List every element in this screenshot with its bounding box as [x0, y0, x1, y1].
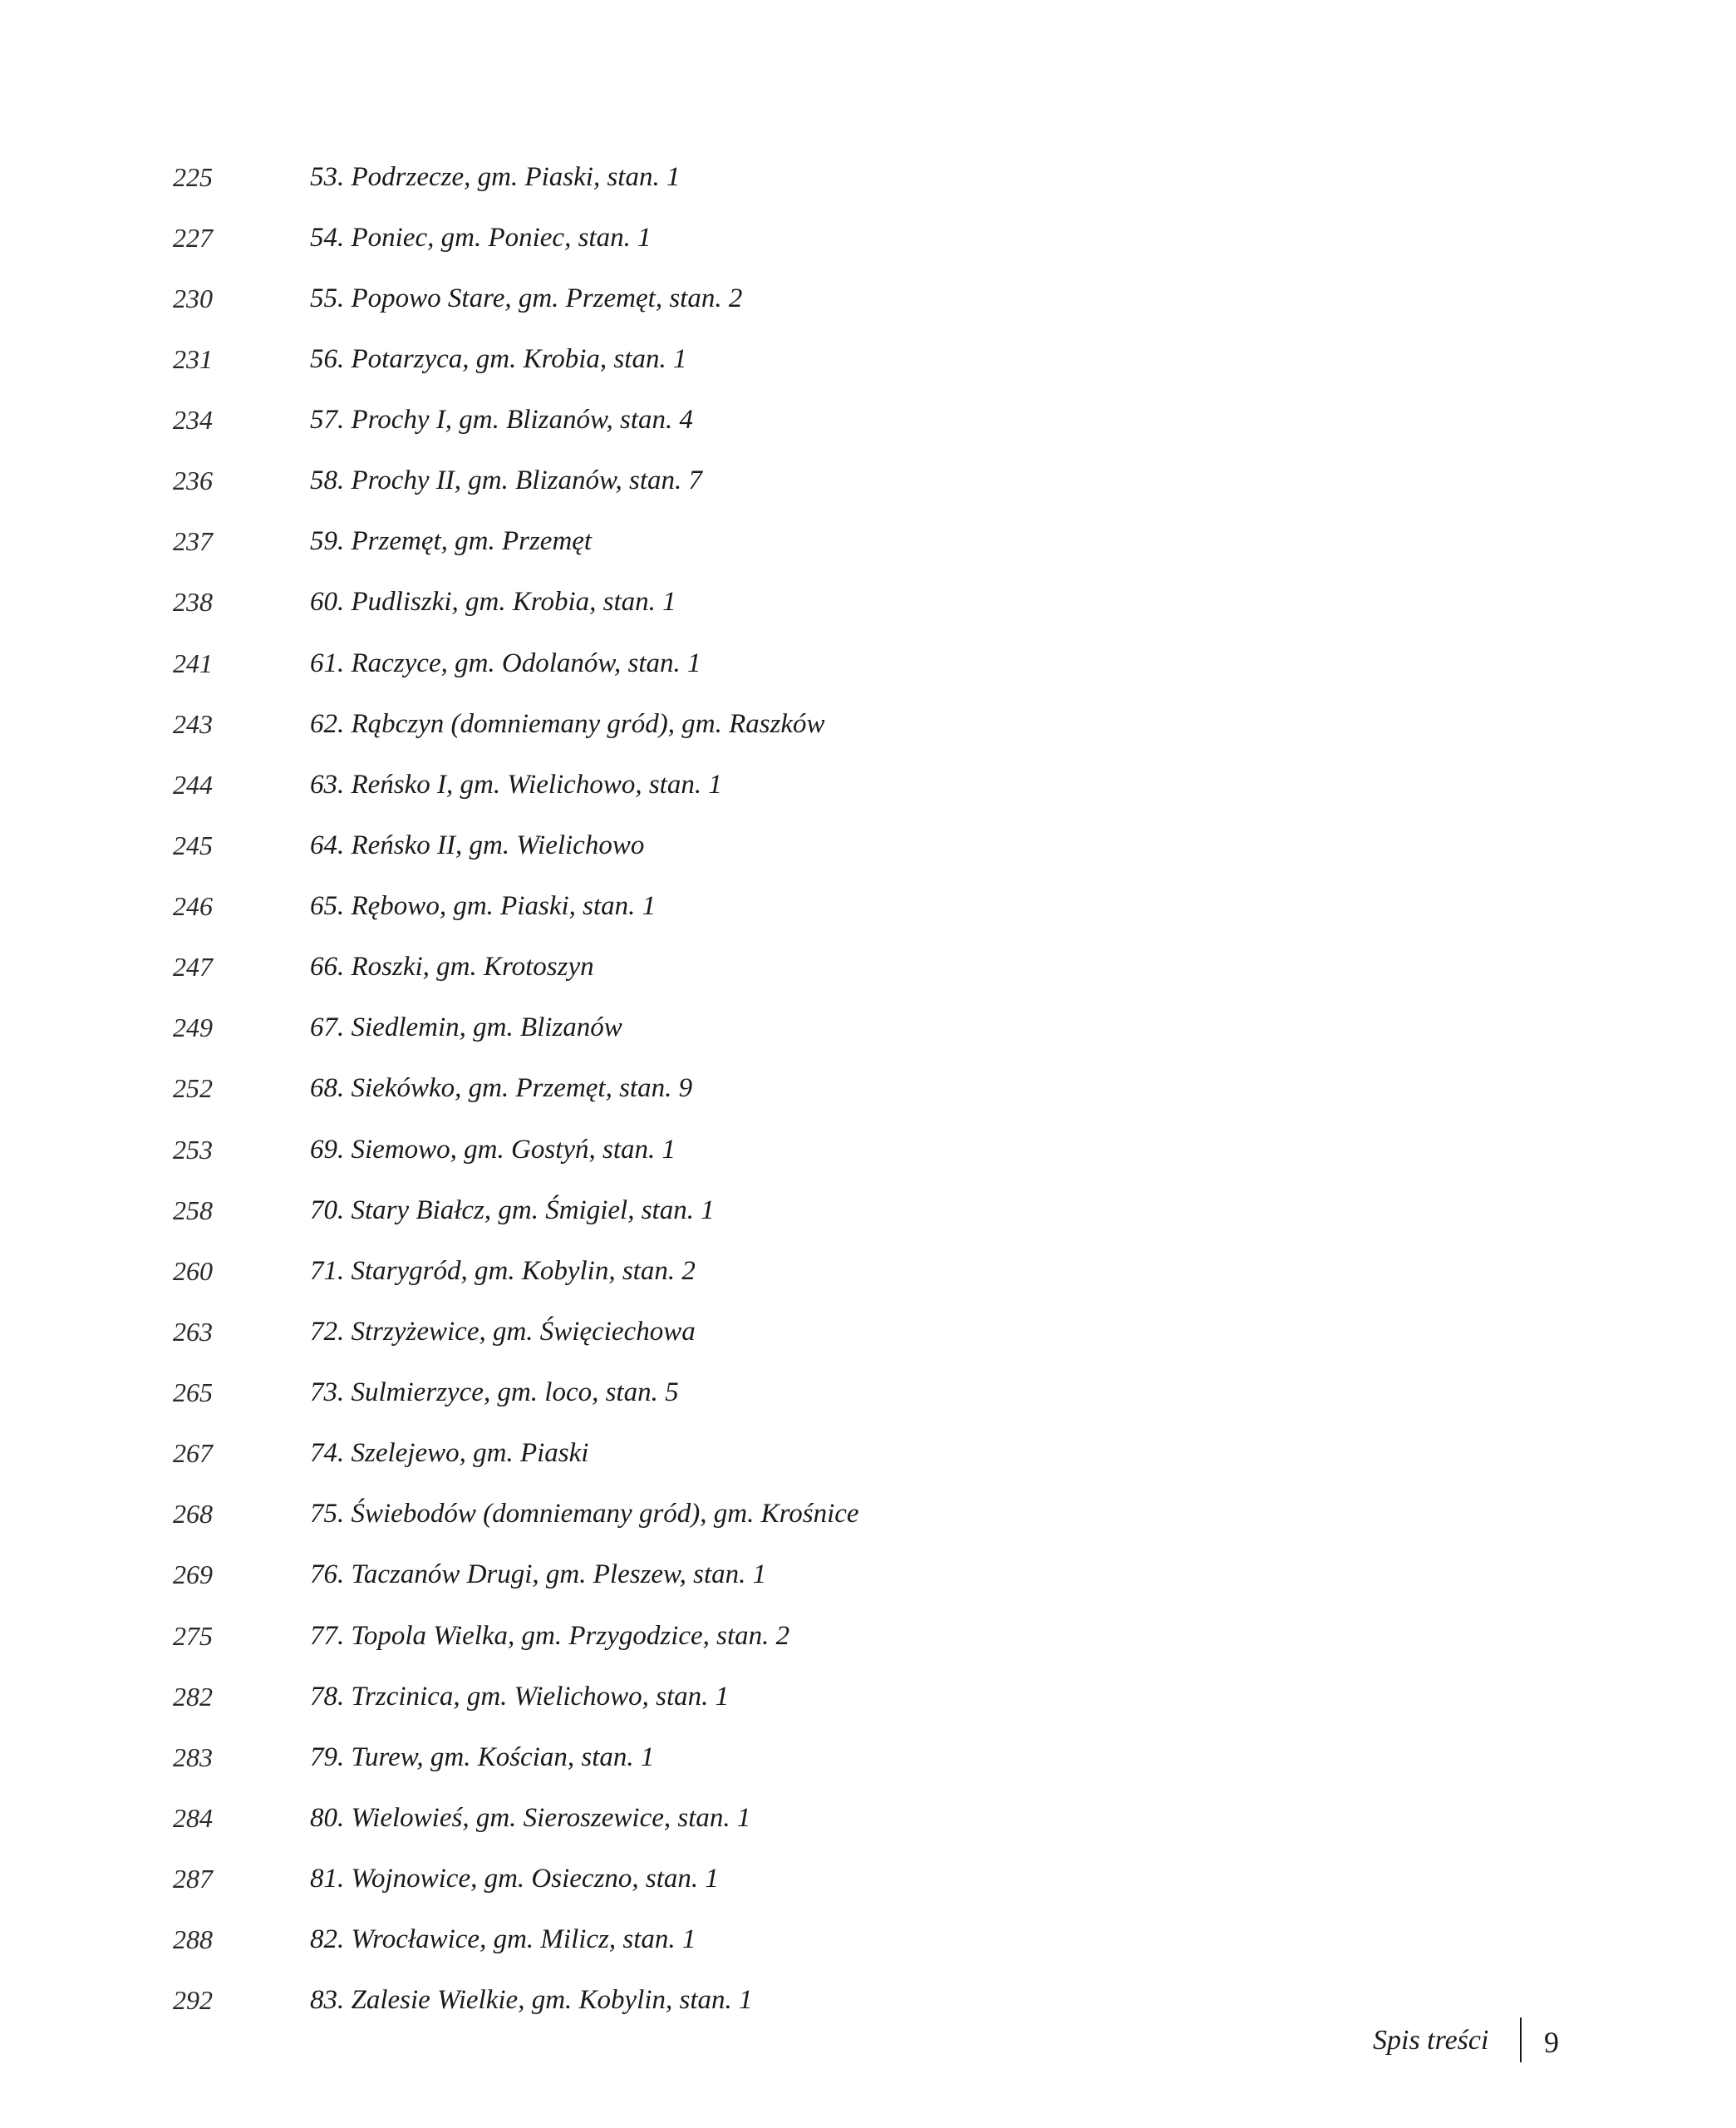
toc-row[interactable]: [0, 315, 1163, 376]
toc-page-number: 282: [173, 1682, 213, 1712]
toc-entry-title: 72. Strzyżewice, gm. Święciechowa: [310, 1317, 696, 1347]
toc-entry-title: 70. Stary Białcz, gm. Śmigiel, stan. 1: [310, 1195, 715, 1225]
toc-row[interactable]: [0, 1653, 1163, 1713]
toc-entry-title: 78. Trzcinica, gm. Wielichowo, stan. 1: [310, 1682, 730, 1712]
toc-entry-title: 58. Prochy II, gm. Blizanów, stan. 7: [310, 466, 703, 495]
toc-row[interactable]: [0, 1592, 1163, 1653]
toc-entry-title: 57. Prochy I, gm. Blizanów, stan. 4: [310, 405, 694, 435]
toc-entry-title: 61. Raczyce, gm. Odolanów, stan. 1: [310, 648, 701, 678]
toc-page-number: 252: [173, 1073, 213, 1103]
toc-page-number: 263: [173, 1317, 213, 1347]
toc-page-number: 234: [173, 405, 213, 435]
toc-page-number: 283: [173, 1742, 213, 1772]
toc-page-number: 244: [173, 770, 213, 800]
toc-page-number: 253: [173, 1135, 213, 1165]
toc-page-number: 230: [173, 283, 213, 313]
running-section-title: Spis treści: [1373, 2025, 1489, 2056]
toc-page-number: 268: [173, 1499, 213, 1529]
toc-row[interactable]: [0, 1835, 1163, 1895]
toc-page-number: 269: [173, 1559, 213, 1589]
toc-page-number: 247: [173, 952, 213, 982]
toc-entry-title: 64. Reńsko II, gm. Wielichowo: [310, 830, 645, 860]
toc-row[interactable]: [0, 1895, 1163, 1956]
toc-entry-title: 83. Zalesie Wielkie, gm. Kobylin, stan. 1: [310, 1985, 753, 2015]
toc-row[interactable]: [0, 680, 1163, 741]
toc-page-number: 284: [173, 1803, 213, 1833]
toc-row[interactable]: [0, 1713, 1163, 1774]
toc-page-number: 231: [173, 344, 213, 374]
toc-row[interactable]: [0, 1774, 1163, 1835]
toc-row[interactable]: [0, 983, 1163, 1044]
toc-entry-title: 81. Wojnowice, gm. Osieczno, stan. 1: [310, 1864, 719, 1894]
toc-row[interactable]: [0, 436, 1163, 497]
toc-page-number: 245: [173, 830, 213, 860]
toc-page-number: 238: [173, 587, 213, 617]
toc-row[interactable]: [0, 497, 1163, 558]
toc-row[interactable]: [0, 1409, 1163, 1470]
toc-entry-title: 65. Rębowo, gm. Piaski, stan. 1: [310, 891, 657, 921]
toc-entry-title: 56. Potarzyca, gm. Krobia, stan. 1: [310, 344, 687, 374]
toc-page-number: 249: [173, 1012, 213, 1042]
toc-row[interactable]: [0, 862, 1163, 923]
toc-page-number: 243: [173, 709, 213, 739]
toc-row[interactable]: [0, 376, 1163, 436]
toc-page-number: 267: [173, 1438, 213, 1468]
toc-entry-title: 80. Wielowieś, gm. Sieroszewice, stan. 1: [310, 1803, 751, 1833]
toc-entry-title: 68. Siekówko, gm. Przemęt, stan. 9: [310, 1073, 693, 1103]
toc-row[interactable]: [0, 558, 1163, 618]
toc-entry-title: 66. Roszki, gm. Krotoszyn: [310, 952, 594, 982]
footer-divider: [1520, 2017, 1522, 2062]
toc-row[interactable]: [0, 133, 1163, 194]
toc-page-number: 241: [173, 648, 213, 678]
toc-row[interactable]: [0, 1288, 1163, 1348]
toc-page-number: 227: [173, 223, 213, 253]
toc-row[interactable]: [0, 741, 1163, 801]
toc-row[interactable]: [0, 254, 1163, 315]
toc-page-number: 292: [173, 1985, 213, 2015]
toc-page-number: 265: [173, 1377, 213, 1407]
toc-entry-title: 79. Turew, gm. Kościan, stan. 1: [310, 1742, 655, 1772]
toc-row[interactable]: [0, 1044, 1163, 1105]
toc-entry-title: 54. Poniec, gm. Poniec, stan. 1: [310, 223, 652, 253]
toc-row[interactable]: [0, 1227, 1163, 1288]
toc-page-number: 246: [173, 891, 213, 921]
toc-row[interactable]: [0, 619, 1163, 680]
toc-row[interactable]: [0, 1106, 1163, 1166]
toc-page-number: 275: [173, 1621, 213, 1651]
toc-entry-title: 53. Podrzecze, gm. Piaski, stan. 1: [310, 162, 681, 192]
toc-entry-title: 59. Przemęt, gm. Przemęt: [310, 526, 593, 556]
toc-page-number: 260: [173, 1256, 213, 1286]
toc-entry-title: 73. Sulmierzyce, gm. loco, stan. 5: [310, 1377, 679, 1407]
toc-entry-title: 77. Topola Wielka, gm. Przygodzice, stan. 2: [310, 1621, 790, 1651]
toc-page-number: 288: [173, 1924, 213, 1954]
toc-entry-title: 71. Starygród, gm. Kobylin, stan. 2: [310, 1256, 696, 1286]
toc-row[interactable]: [0, 1348, 1163, 1409]
toc-page-number: 237: [173, 526, 213, 556]
toc-entry-title: 60. Pudliszki, gm. Krobia, stan. 1: [310, 587, 676, 617]
toc-entry-title: 67. Siedlemin, gm. Blizanów: [310, 1012, 622, 1042]
toc-row[interactable]: [0, 1530, 1163, 1591]
toc-row[interactable]: [0, 1166, 1163, 1227]
toc-row[interactable]: [0, 1470, 1163, 1530]
toc-entry-title: 82. Wrocławice, gm. Milicz, stan. 1: [310, 1924, 696, 1954]
toc-entry-title: 62. Rąbczyn (domniemany gród), gm. Raszków: [310, 709, 825, 739]
toc-row[interactable]: [0, 923, 1163, 983]
toc-entry-title: 76. Taczanów Drugi, gm. Pleszew, stan. 1: [310, 1559, 767, 1589]
toc-row[interactable]: [0, 801, 1163, 862]
toc-page-number: 258: [173, 1195, 213, 1225]
toc-page-number: 225: [173, 162, 213, 192]
toc-entry-title: 63. Reńsko I, gm. Wielichowo, stan. 1: [310, 770, 722, 800]
toc-entry-title: 69. Siemowo, gm. Gostyń, stan. 1: [310, 1135, 676, 1165]
toc-entry-title: 55. Popowo Stare, gm. Przemęt, stan. 2: [310, 283, 743, 313]
page-number: 9: [1544, 2026, 1559, 2059]
toc-entry-title: 75. Świebodów (domniemany gród), gm. Krośnice: [310, 1499, 859, 1529]
toc-page-number: 287: [173, 1864, 213, 1894]
page-footer: [1363, 2016, 1612, 2066]
toc-row[interactable]: [0, 1956, 1163, 2017]
toc-row[interactable]: [0, 194, 1163, 254]
toc-page-number: 236: [173, 466, 213, 495]
toc-entry-title: 74. Szelejewo, gm. Piaski: [310, 1438, 589, 1468]
